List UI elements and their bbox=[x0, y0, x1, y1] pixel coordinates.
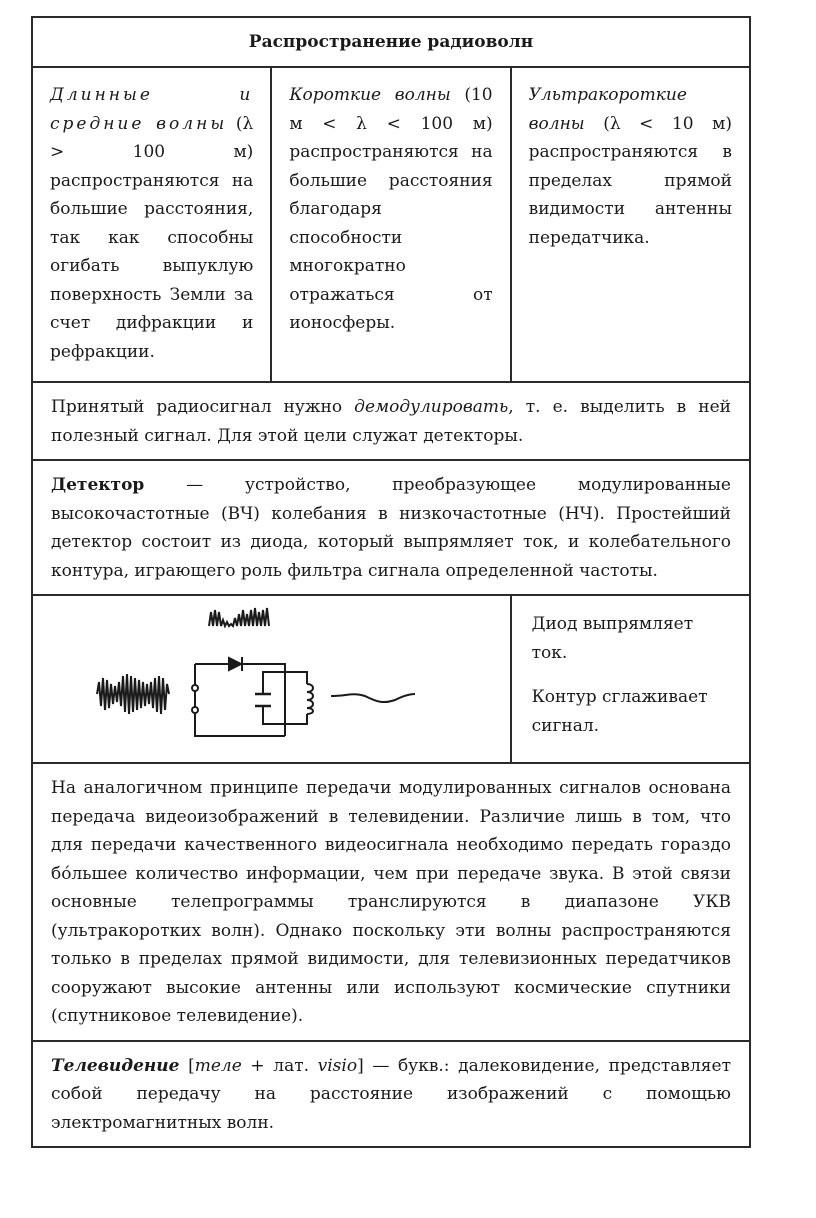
term-ultrashort-waves: Ультракороткие волны bbox=[528, 85, 687, 134]
condition-short: (10 м < λ < 100 м) bbox=[289, 85, 493, 134]
text-ultrashort: распространяются в пределах прямой видимости антенны передатчика. bbox=[528, 142, 732, 248]
term-detector: Детектор bbox=[51, 475, 145, 495]
column-long-medium-waves bbox=[32, 67, 271, 382]
television-definition: Телевидение [теле + лат. visio] — букв.: далековидение, представляет собой передачу на расстояние изображений с помощью электромагнитных волн. bbox=[32, 1041, 750, 1148]
term-demodulate: демодулировать bbox=[354, 397, 509, 417]
capacitor-icon bbox=[255, 694, 271, 706]
inductor-icon bbox=[307, 684, 313, 714]
detector-circuit-diagram bbox=[32, 595, 511, 763]
text-short: распространяются на большие расстояния благодаря способности многократно отражаться от ионосферы. bbox=[289, 142, 493, 333]
diode-icon bbox=[229, 657, 242, 671]
text-long-medium: распространяются на большие расстояния, так как способны огибать выпуклую поверхность Земли за счет дифракции и рефракции. bbox=[50, 170, 254, 362]
column-short-waves bbox=[271, 67, 510, 382]
circuit-wires bbox=[195, 664, 307, 736]
rectified-signal-icon bbox=[209, 608, 269, 626]
terminal-top bbox=[192, 685, 198, 691]
diagram-notes bbox=[511, 595, 750, 763]
condition-ultrashort: (λ < 10 м) bbox=[603, 113, 732, 134]
term-long-medium-waves: Длинные и средние волны bbox=[50, 85, 254, 134]
terminal-bottom bbox=[192, 707, 198, 713]
term-television: Телевидение bbox=[51, 1055, 180, 1076]
demodulation-paragraph: Принятый радиосигнал нужно демодулировать, т. е. выделить в ней полезный сигнал. Для этой цели служат детекторы. bbox=[32, 382, 750, 460]
condition-long-medium: (λ > 100 м) bbox=[50, 113, 254, 162]
output-signal-icon bbox=[331, 694, 415, 702]
note-diode: Диод выпрямляет ток. bbox=[531, 614, 694, 663]
note-contour: Контур сглаживает сигнал. bbox=[531, 687, 708, 736]
input-signal-icon bbox=[97, 674, 169, 714]
info-table bbox=[31, 16, 751, 1148]
detector-paragraph: Детектор — устройство, преобразующее модулированные высокочастотные (ВЧ) колебания в низкочастотные (НЧ). Простейший детектор состоит из диода, который выпрямляет ток, и колебательного контура, играющего роль фильтра сигнала определенной частоты. bbox=[32, 460, 750, 595]
table-title: Распространение радиоволн bbox=[32, 17, 750, 67]
term-short-waves: Короткие волны bbox=[289, 85, 451, 105]
television-paragraph: На аналогичном принципе передачи модулированных сигналов основана передача видеоизображений в телевидении. Различие лишь в том, что для передачи качественного видеосигнала необходимо передать гораздо бо́льшее количество информации, чем при передаче звука. В этой связи основные телепрограммы транслируются в диапазоне УКВ (ультракоротких волн). Однако поскольку эти волны распространяются только в пределах прямой видимости, для телевизионных передатчиков сооружают высокие антенны или используют космические спутники (спутниковое телевидение). bbox=[32, 763, 750, 1041]
column-ultrashort-waves bbox=[511, 67, 750, 382]
circuit-svg bbox=[33, 596, 473, 758]
